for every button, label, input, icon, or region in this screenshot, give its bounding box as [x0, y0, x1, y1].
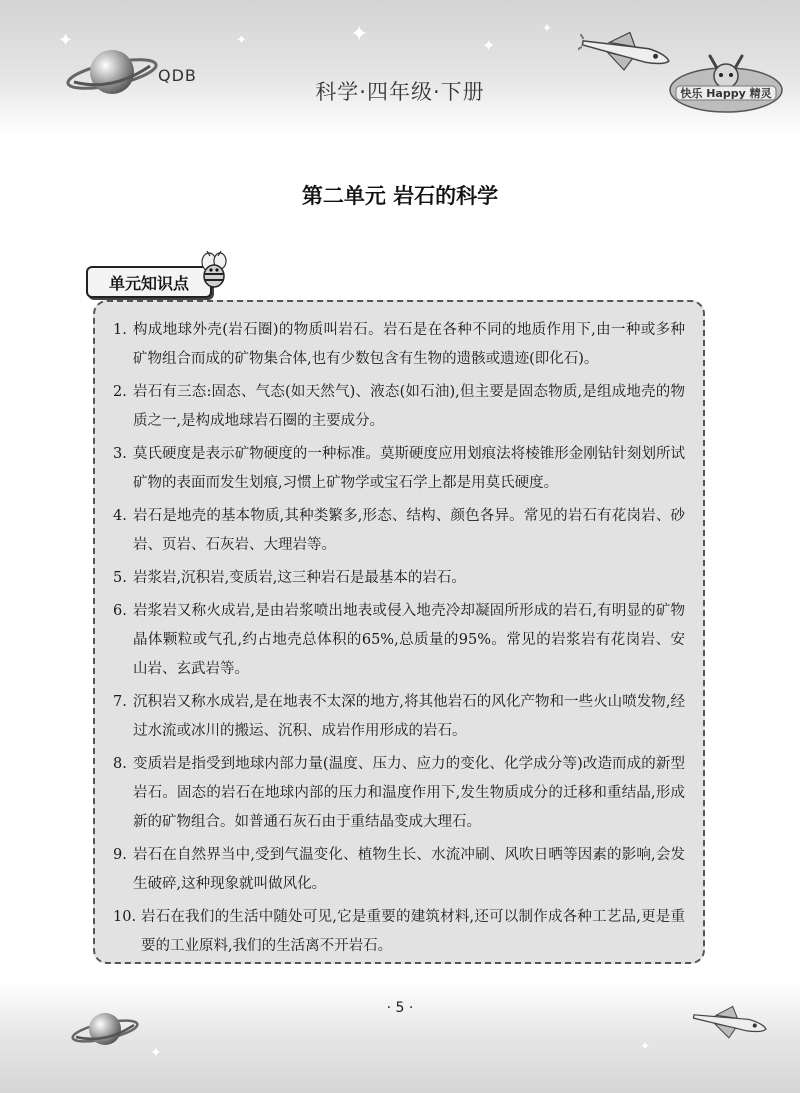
item-text: 岩石在自然界当中,受到气温变化、植物生长、水流冲刷、风吹日晒等因素的影响,会发生破碎,这种现象就叫做风化。: [133, 847, 685, 892]
item-number: 6.: [113, 603, 127, 619]
item-number: 9.: [113, 847, 127, 863]
list-item: [113, 841, 685, 899]
item-number: 7.: [113, 694, 127, 710]
space-shuttle-icon: [578, 26, 674, 76]
mascot-logo: [666, 48, 786, 118]
list-item: [113, 316, 685, 374]
knowledge-list: [113, 316, 685, 965]
knowledge-points-box: [93, 300, 705, 964]
list-item: [113, 688, 685, 746]
item-text: 岩石有三态:固态、气态(如天然气)、液态(如石油),但主要是固态物质,是组成地壳的物质之一,是构成地球岩石圈的主要成分。: [133, 384, 685, 429]
section-tag: [86, 266, 212, 298]
list-item: [113, 750, 685, 837]
list-item: [113, 440, 685, 498]
sparkle-icon: ✦: [640, 1039, 651, 1053]
item-number: 1.: [113, 322, 127, 338]
svg-text:快乐 Happy 精灵: 快乐 Happy 精灵: [680, 87, 772, 100]
item-text: 莫氏硬度是表示矿物硬度的一种标准。莫斯硬度应用划痕法将棱锥形金刚钻针刻划所试矿物的表面而发生划痕,习惯上矿物学或宝石学上都是用莫氏硬度。: [133, 446, 685, 491]
bee-icon: [196, 250, 232, 290]
sparkle-icon: ✦: [236, 33, 247, 48]
sparkle-icon: ✦: [482, 36, 496, 55]
item-number: 8.: [113, 756, 127, 772]
item-text: 岩浆岩,沉积岩,变质岩,这三种岩石是最基本的岩石。: [133, 570, 466, 586]
brand-logo: QDB: [158, 66, 197, 85]
item-text: 岩石在我们的生活中随处可见,它是重要的建筑材料,还可以制作成各种工艺品,更是重要的工业原料,我们的生活离不开岩石。: [141, 909, 685, 954]
item-text: 岩浆岩又称火成岩,是由岩浆喷出地表或侵入地壳冷却凝固所形成的岩石,有明显的矿物晶体颗粒或气孔,约占地壳总体积的65%,总质量的95%。常见的岩浆岩有花岗岩、安山岩、玄武岩等。: [133, 603, 685, 677]
list-item: [113, 903, 685, 961]
item-number: 4.: [113, 508, 127, 524]
item-number: 10.: [113, 909, 137, 925]
planet-icon: [70, 1004, 140, 1054]
item-number: 2.: [113, 384, 127, 400]
item-text: 构成地球外壳(岩石圈)的物质叫岩石。岩石是在各种不同的地质作用下,由一种或多种矿物组合而成的矿物集合体,也有少数包含有生物的遗骸或遗迹(即化石)。: [133, 322, 685, 367]
item-number: 5.: [113, 570, 127, 586]
space-shuttle-icon: [690, 1000, 770, 1044]
sparkle-icon: ✦: [150, 1045, 162, 1061]
list-item: [113, 597, 685, 684]
book-title: 科学·四年级·下册: [315, 80, 485, 104]
item-text: 岩石是地壳的基本物质,其种类繁多,形态、结构、颜色各异。常见的岩石有花岗岩、砂岩、页岩、石灰岩、大理岩等。: [133, 508, 685, 553]
section-tag-label: 单元知识点: [108, 274, 189, 293]
item-text: 沉积岩又称水成岩,是在地表不太深的地方,将其他岩石的风化产物和一些火山喷发物,经过水流或冰川的搬运、沉积、成岩作用形成的岩石。: [133, 694, 685, 739]
sparkle-icon: ✦: [350, 22, 369, 47]
unit-title: 第二单元 岩石的科学: [301, 184, 499, 208]
sparkle-icon: ✦: [542, 21, 553, 35]
list-item: [113, 564, 685, 593]
sparkle-icon: ✦: [58, 30, 74, 51]
item-text: 变质岩是指受到地球内部力量(温度、压力、应力的变化、化学成分等)改造而成的新型岩石。固态的岩石在地球内部的压力和温度作用下,发生物质成分的迁移和重结晶,形成新的矿物组合。如普通石灰石由于重结晶变成大理石。: [133, 756, 685, 830]
list-item: [113, 502, 685, 560]
page-number: · 5 ·: [386, 1000, 414, 1016]
list-item: [113, 378, 685, 436]
item-number: 3.: [113, 446, 127, 462]
